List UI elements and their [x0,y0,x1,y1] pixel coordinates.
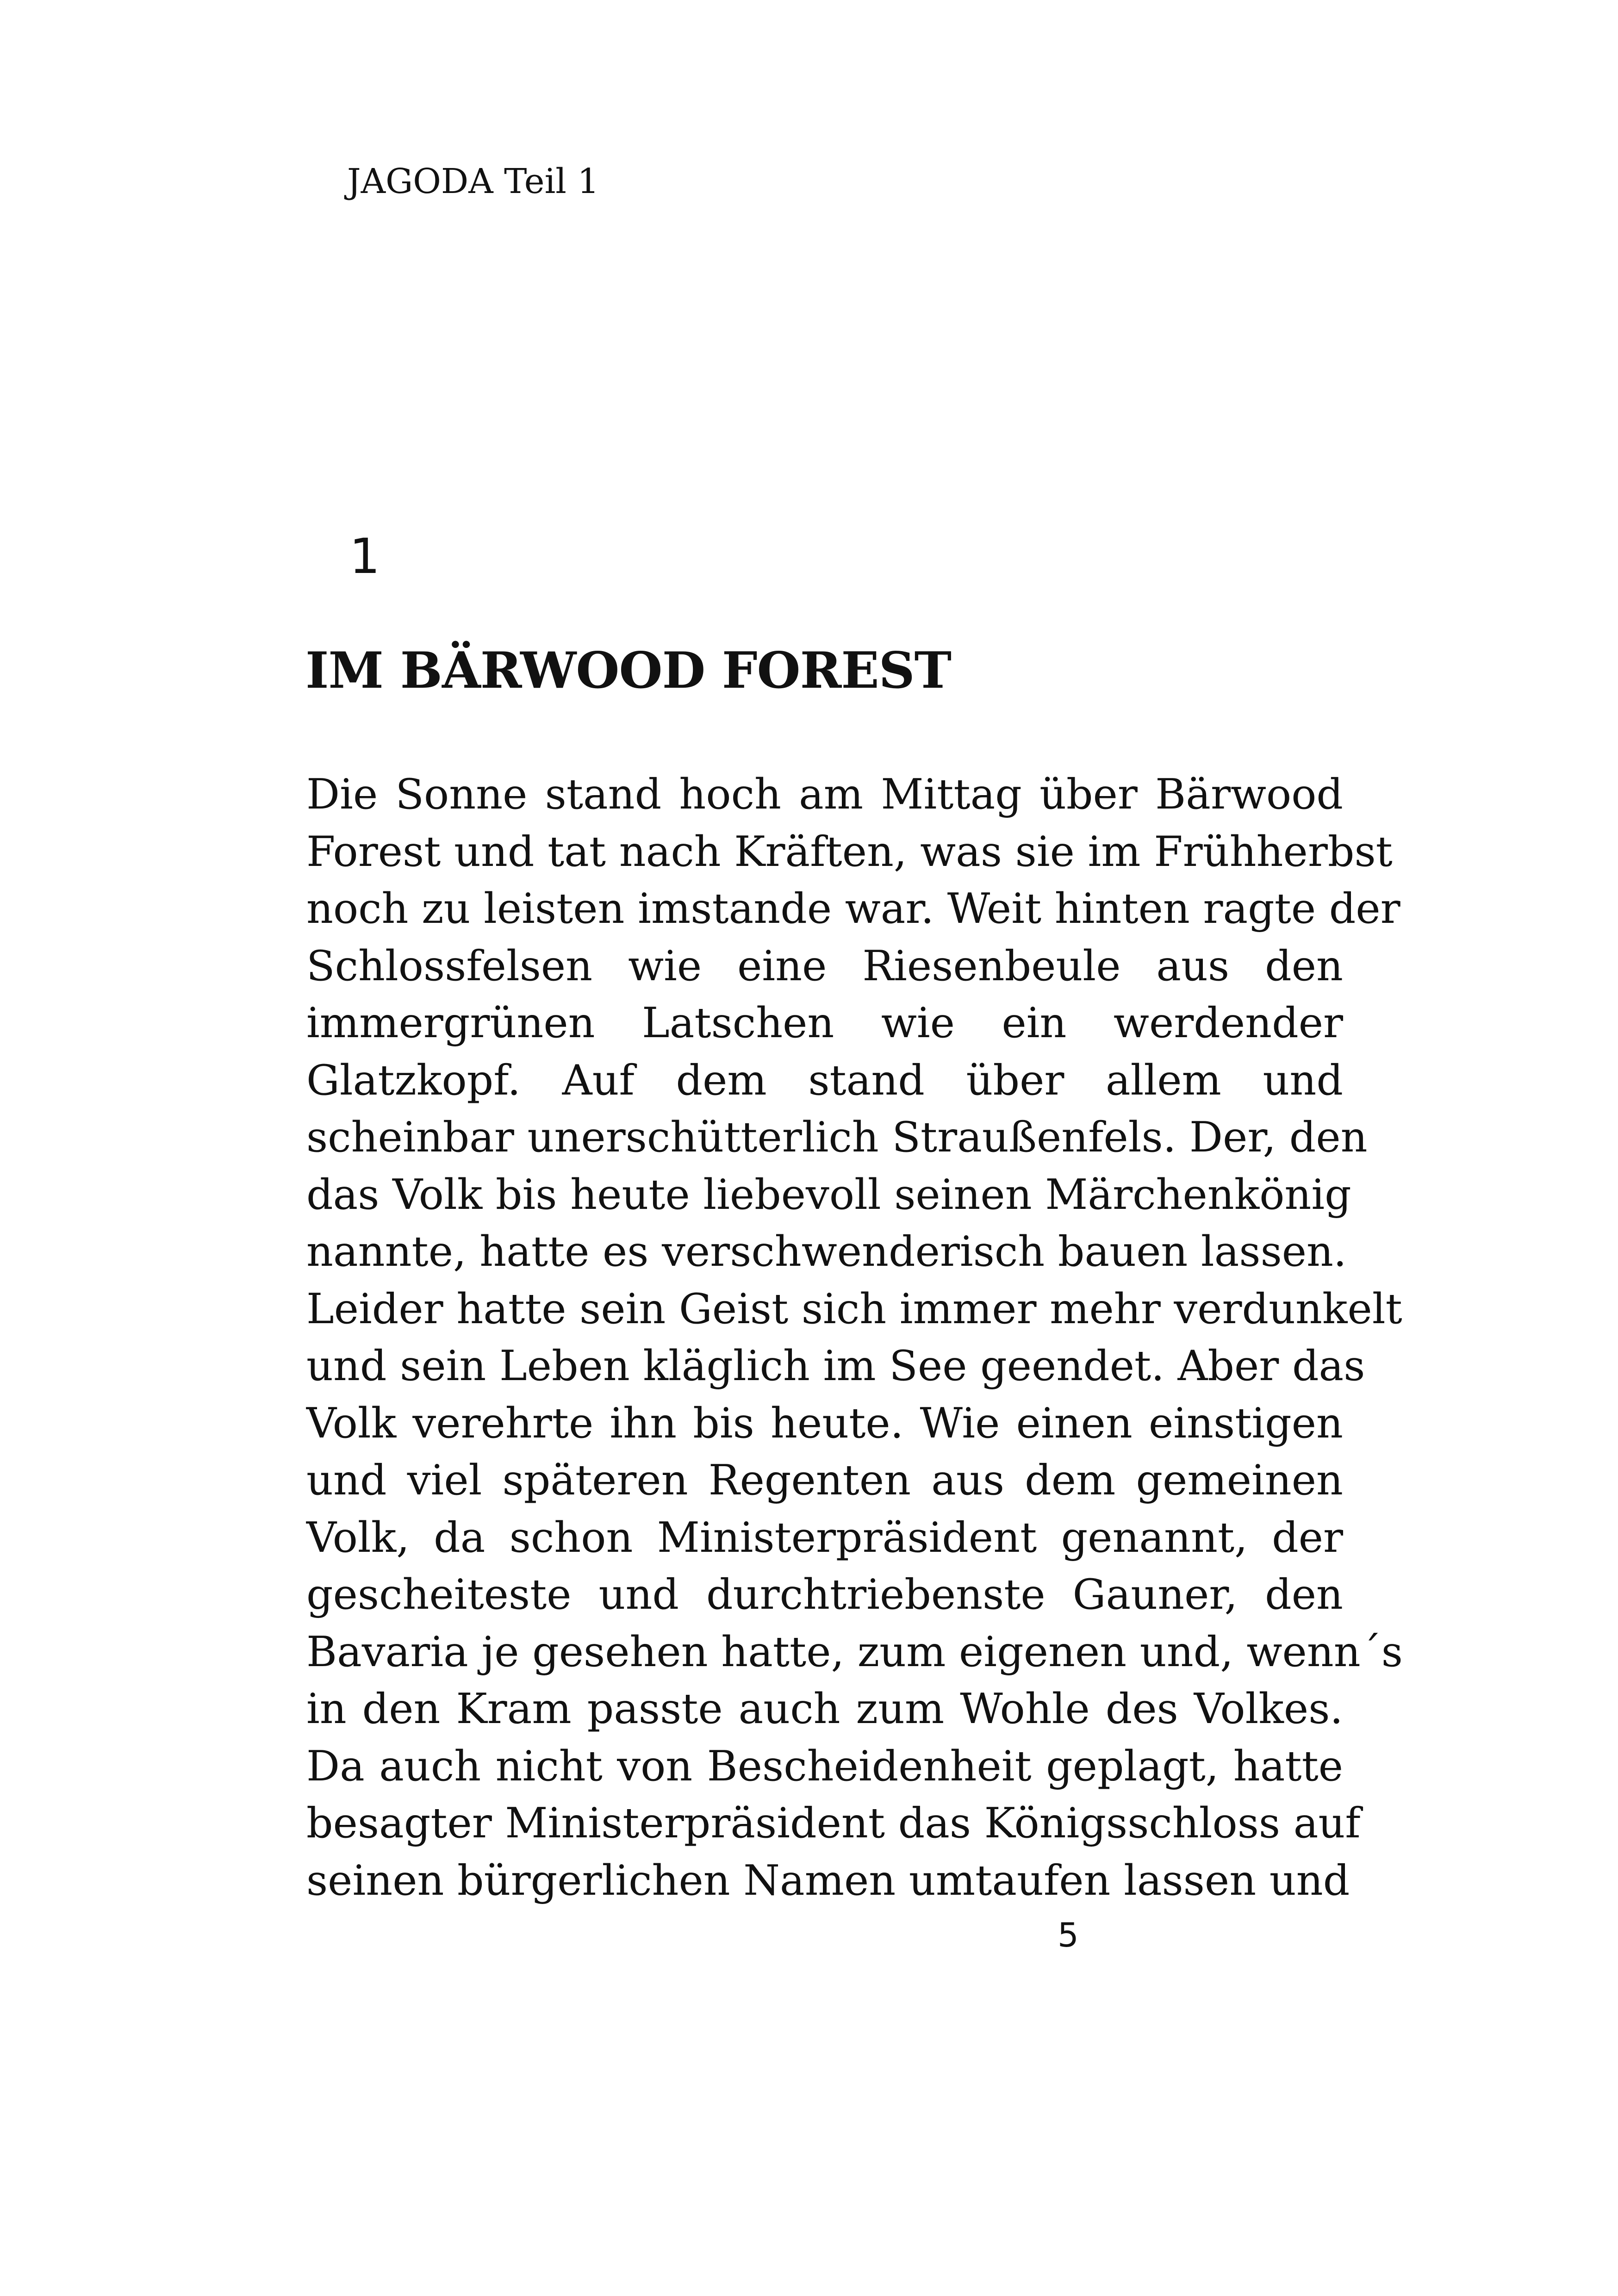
body-line: und viel späteren Regenten aus dem gemeinen [306,1456,1343,1505]
body-line: noch zu leisten imstande war. Weit hinten ragte der [306,884,1400,933]
page-number: 5 [1058,1916,1079,1954]
body-line: scheinbar unerschütterlich Straußenfels. Der, den [306,1113,1368,1162]
body-line: das Volk bis heute liebevoll seinen Märchenkönig [306,1170,1351,1219]
body-line: besagter Ministerpräsident das Königsschloss auf [306,1799,1361,1848]
body-line: gescheiteste und durchtriebenste Gauner, den [306,1570,1343,1619]
running-header: JAGODA Teil 1 [347,162,599,201]
body-text [306,766,1403,1909]
body-line: und sein Leben kläglich im See geendet. Aber das [306,1342,1365,1390]
chapter-title: IM BÄRWOOD FOREST [305,641,952,700]
body-line: Glatzkopf. Auf dem stand über allem und [306,1056,1343,1105]
body-line: Forest und tat nach Kräften, was sie im Frühherbst [306,827,1393,876]
body-line: Bavaria je gesehen hatte, zum eigenen und, wenn´s [306,1627,1403,1676]
body-line: immergrünen Latschen wie ein werdender [306,999,1343,1047]
body-line: Volk, da schon Ministerpräsident genannt, der [306,1513,1343,1562]
body-line: Da auch nicht von Bescheidenheit geplagt, hatte [306,1742,1343,1791]
body-line: nannte, hatte es verschwenderisch bauen lassen. [306,1227,1347,1276]
body-line: in den Kram passte auch zum Wohle des Volkes. [306,1685,1343,1733]
body-line: Volk verehrte ihn bis heute. Wie einen einstigen [306,1399,1343,1448]
body-line: Die Sonne stand hoch am Mittag über Bärwood [306,770,1343,819]
chapter-number: 1 [349,528,380,585]
body-line: Leider hatte sein Geist sich immer mehr verdunkelt [306,1284,1402,1333]
body-line: Schlossfelsen wie eine Riesenbeule aus den [306,941,1343,990]
body-line: seinen bürgerlichen Namen umtaufen lassen und [306,1856,1350,1905]
